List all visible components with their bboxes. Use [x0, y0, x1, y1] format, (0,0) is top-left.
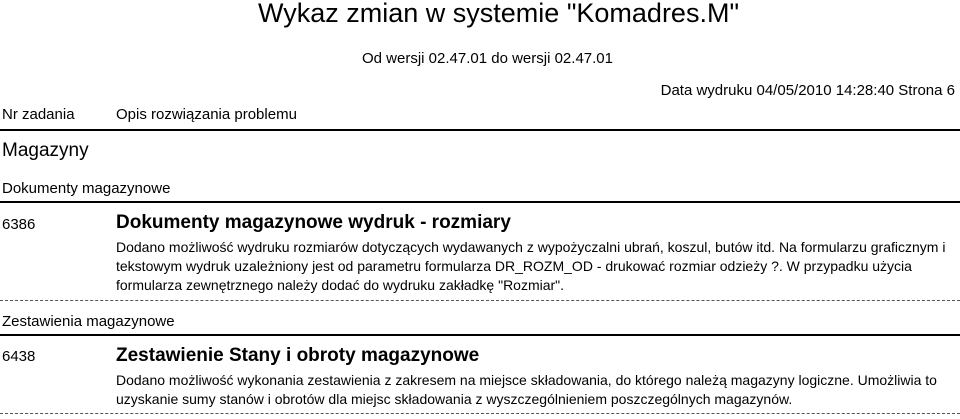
task-description: Dodano możliwość wykonania zestawienia z zakresem na miejsce składowania, do którego należą magazyny logiczne. Umożliwia to uzyskanie sumy stanów i obrotów dla miejsc składowania z wyszczególnieniem poszczególnych magazynów. [116, 372, 937, 407]
task-number: 6438 [2, 348, 36, 365]
task-title: Zestawienie Stany i obroty magazynowe [116, 345, 480, 366]
entry-divider [0, 300, 960, 301]
section-title: Dokumenty magazynowe [2, 180, 171, 197]
task-title: Dokumenty magazynowe wydruk - rozmiary [116, 212, 511, 233]
module-title: Magazyny [2, 140, 89, 161]
page-title: Wykaz zmian w systemie "Komadres.M" [258, 0, 740, 28]
column-header-nr: Nr zadania [2, 106, 75, 123]
version-range: Od wersji 02.47.01 do wersji 02.47.01 [362, 50, 613, 67]
column-header-opis: Opis rozwiązania problemu [116, 106, 297, 123]
section-divider [0, 201, 960, 203]
section-divider [0, 334, 960, 336]
task-number: 6386 [2, 216, 36, 233]
header-divider [0, 129, 960, 131]
entry-divider [0, 413, 960, 414]
section-title: Zestawienia magazynowe [2, 313, 175, 330]
print-info: Data wydruku 04/05/2010 14:28:40 Strona 6 [660, 82, 955, 99]
task-description: Dodano możliwość wydruku rozmiarów dotyczących wydawanych z wypożyczalni ubrań, koszul, butów itd. Na formularzu graficznym i tekstowym wydruk uzależniony jest od parametru formularza DR_ROZM_OD - drukować rozmiar odzieży ?. W przypadku użycia formularza zewnętrznego należy dodać do wydruku zakładkę "Rozmiar". [116, 239, 946, 293]
